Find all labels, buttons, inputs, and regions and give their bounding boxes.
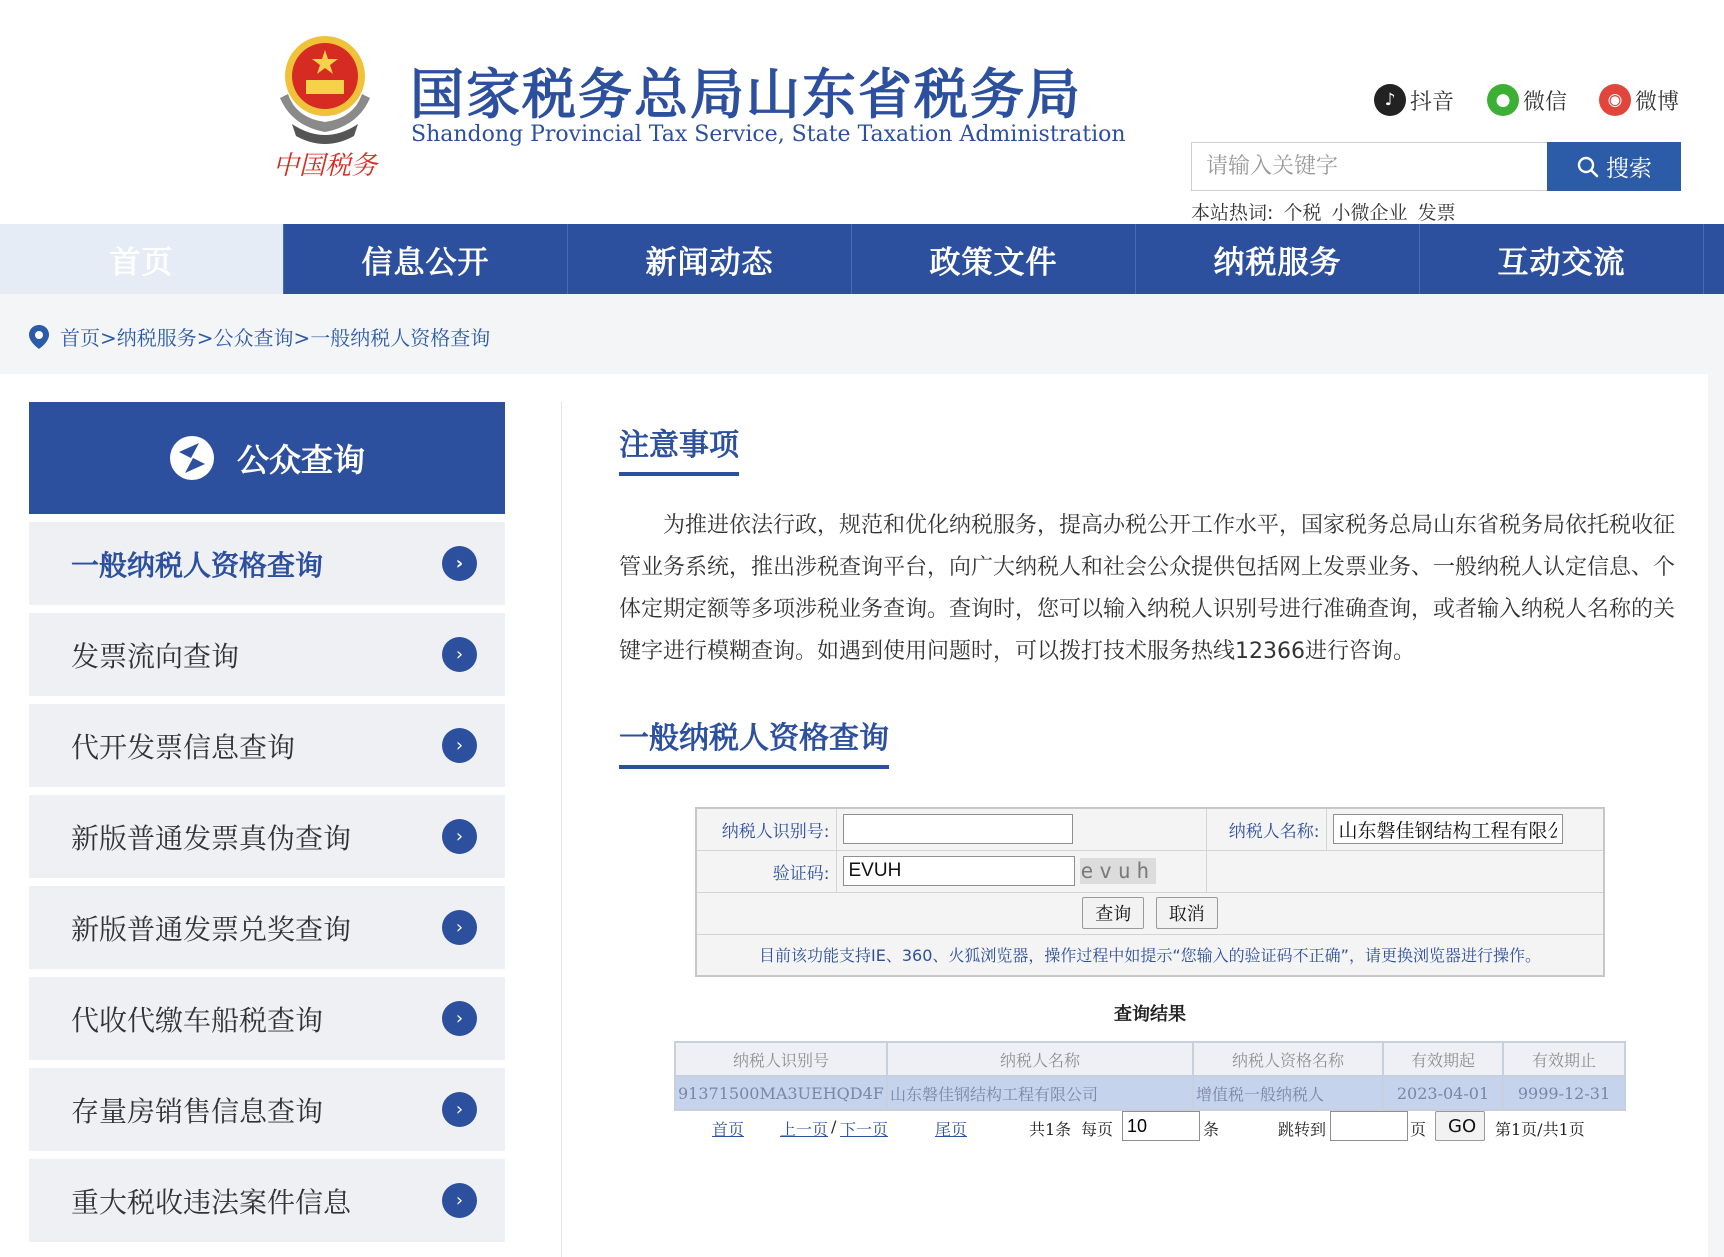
sidebar-item-housing-sales[interactable] (29, 1068, 505, 1151)
sidebar-item-label: 代开发票信息查询 (71, 730, 296, 764)
sidebar-item-label: 存量房销售信息查询 (71, 1094, 324, 1128)
captcha-image[interactable]: evuh (1080, 859, 1156, 883)
taxpayer-name-cell (1326, 808, 1604, 850)
site-subtitle: Shandong Provincial Tax Service, State Taxation Administration (411, 122, 1126, 147)
sidebar-item-label: 发票流向查询 (71, 639, 240, 673)
social-weibo-label: 微博 (1635, 89, 1680, 115)
chevron-right-icon: › (442, 1183, 477, 1218)
taxpayer-id-label: 纳税人识别号: (696, 808, 836, 850)
breadcrumb-tax-service[interactable]: 纳税服务> (116, 326, 214, 350)
column-header: 有效期起 (1383, 1042, 1503, 1076)
pager-status: 第1页/共1页 (1495, 1120, 1585, 1139)
sidebar-item-agent-invoice[interactable] (29, 704, 505, 787)
sidebar-item-label: 一般纳税人资格查询 (71, 548, 324, 582)
breadcrumb-public-query[interactable]: 公众查询> (213, 326, 311, 350)
search-icon (1576, 155, 1600, 179)
search-button[interactable] (1547, 142, 1681, 191)
social-douyin-label: 抖音 (1410, 89, 1455, 115)
query-section-title: 一般纳税人资格查询 (619, 713, 889, 769)
sidebar-item-label: 重大税收违法案件信息 (71, 1185, 352, 1219)
sidebar-item-invoice-authenticity[interactable] (29, 795, 505, 878)
douyin-icon: ♪ (1374, 84, 1406, 116)
site-header (0, 0, 1724, 224)
cell-valid-from: 2023-04-01 (1383, 1076, 1503, 1110)
location-pin-icon (28, 324, 50, 350)
svg-text:中国税务: 中国税务 (272, 151, 378, 180)
pager-unit: 条 (1203, 1120, 1220, 1139)
captcha-cell (836, 850, 1206, 892)
pager-first-link[interactable]: 首页 (712, 1120, 745, 1139)
pager-page-unit: 页 (1410, 1120, 1427, 1139)
social-wechat-link[interactable] (1487, 84, 1567, 116)
nav-item-interaction[interactable]: 互动交流 (1420, 224, 1704, 294)
hot-word-link[interactable]: 小微企业 (1331, 202, 1408, 224)
form-actions (696, 892, 1604, 934)
browser-note: 目前该功能支持IE、360、火狐浏览器，操作过程中如提示“您输入的验证码不正确”，请更换浏览器进行操作。 (696, 934, 1604, 976)
hot-words (1191, 198, 1456, 225)
hot-word-link[interactable]: 个税 (1283, 202, 1322, 224)
pagination (674, 1111, 1626, 1143)
notice-title: 注意事项 (619, 420, 739, 476)
nav-item-news[interactable]: 新闻动态 (568, 224, 852, 294)
pager-next-link[interactable]: 下一页 (840, 1120, 889, 1139)
pager-total: 共1条 (1029, 1120, 1072, 1139)
main-nav (0, 224, 1724, 294)
hot-words-label: 本站热词: (1191, 202, 1274, 224)
captcha-input[interactable] (843, 856, 1075, 886)
breadcrumb (28, 322, 490, 351)
nav-item-tax-service[interactable]: 纳税服务 (1136, 224, 1420, 294)
table-row[interactable] (675, 1076, 1625, 1110)
pager-prev-link[interactable]: 上一页 (780, 1120, 829, 1139)
search-button-label: 搜索 (1606, 156, 1652, 182)
pager-separator: / (831, 1117, 837, 1136)
sidebar-item-vehicle-tax[interactable] (29, 977, 505, 1060)
go-button[interactable]: GO (1435, 1111, 1485, 1141)
chevron-right-icon: › (442, 1092, 477, 1127)
notice-body: 为推进依法行政，规范和优化纳税服务，提高办税公开工作水平，国家税务总局山东省税务局依托税收征管业务系统，推出涉税查询平台，向广大纳税人和社会公众提供包括网上发票业务、一般纳税人认定信息、个体定期定额等多项涉税业务查询。查询时，您可以输入纳税人识别号进行准确查询，或者输入纳税人名称的关键字进行模糊查询。如遇到使用问题时，可以拨打技术服务热线12366进行咨询。 (619, 513, 1676, 664)
chevron-right-icon: › (442, 637, 477, 672)
taxpayer-id-input[interactable] (843, 814, 1073, 844)
cell-valid-to: 9999-12-31 (1503, 1076, 1625, 1110)
pager-per-page-label: 每页 (1081, 1120, 1114, 1139)
cell-qualification: 增值税一般纳税人 (1193, 1076, 1383, 1110)
results-header-row (675, 1042, 1625, 1076)
wechat-icon: ● (1487, 84, 1519, 116)
sidebar-header (29, 402, 505, 514)
sidebar-item-general-taxpayer[interactable] (29, 522, 505, 605)
nav-item-policy[interactable]: 政策文件 (852, 224, 1136, 294)
nav-item-info-disclosure[interactable]: 信息公开 (284, 224, 568, 294)
sidebar-item-invoice-lottery[interactable] (29, 886, 505, 969)
sidebar-item-invoice-flow[interactable] (29, 613, 505, 696)
hot-word-link[interactable]: 发票 (1417, 202, 1456, 224)
sidebar-item-label: 代收代缴车船税查询 (71, 1003, 324, 1037)
social-douyin-link[interactable] (1374, 84, 1454, 116)
chevron-right-icon: › (442, 546, 477, 581)
weibo-icon: ◉ (1599, 84, 1631, 116)
breadcrumb-current[interactable]: 一般纳税人资格查询 (310, 326, 491, 350)
query-logo-icon (169, 435, 215, 481)
chevron-right-icon: › (442, 819, 477, 854)
column-header: 有效期止 (1503, 1042, 1625, 1076)
cell-taxpayer-name: 山东磐佳钢结构工程有限公司 (887, 1076, 1193, 1110)
chevron-right-icon: › (442, 910, 477, 945)
column-divider (561, 402, 562, 1257)
pager-last-link[interactable]: 尾页 (935, 1120, 968, 1139)
pager-jump-label: 跳转到 (1278, 1120, 1327, 1139)
taxpayer-id-cell (836, 808, 1206, 850)
column-header: 纳税人识别号 (675, 1042, 887, 1076)
jump-page-input[interactable] (1330, 1111, 1408, 1141)
per-page-input[interactable] (1122, 1111, 1200, 1141)
chevron-right-icon: › (442, 728, 477, 763)
query-button[interactable]: 查询 (1082, 897, 1144, 929)
taxpayer-name-input[interactable] (1333, 814, 1563, 844)
taxpayer-name-label: 纳税人名称: (1206, 808, 1326, 850)
sidebar-title: 公众查询 (236, 441, 365, 479)
breadcrumb-home[interactable]: 首页> (60, 326, 117, 350)
social-weibo-link[interactable] (1599, 84, 1679, 116)
sidebar-item-violation-cases[interactable] (29, 1159, 505, 1242)
chevron-right-icon: › (442, 1001, 477, 1036)
query-form (695, 807, 1605, 977)
results-title: 查询结果 (1114, 1004, 1186, 1025)
social-wechat-label: 微信 (1523, 89, 1568, 115)
sidebar-item-label: 新版普通发票兑奖查询 (71, 912, 352, 946)
search-input[interactable] (1191, 142, 1548, 191)
sidebar-item-label: 新版普通发票真伪查询 (71, 821, 352, 855)
site-title: 国家税务总局山东省税务局 (410, 63, 1082, 126)
nav-item-home[interactable]: 首页 (0, 224, 284, 294)
captcha-label: 验证码: (696, 850, 836, 892)
cell-taxpayer-id: 91371500MA3UEHQD4F (675, 1076, 887, 1110)
column-header: 纳税人名称 (887, 1042, 1193, 1076)
tax-emblem-logo[interactable] (262, 28, 388, 180)
column-header: 纳税人资格名称 (1193, 1042, 1383, 1076)
cancel-button[interactable]: 取消 (1156, 897, 1218, 929)
results-table (674, 1041, 1626, 1111)
empty-cell (1206, 850, 1604, 892)
